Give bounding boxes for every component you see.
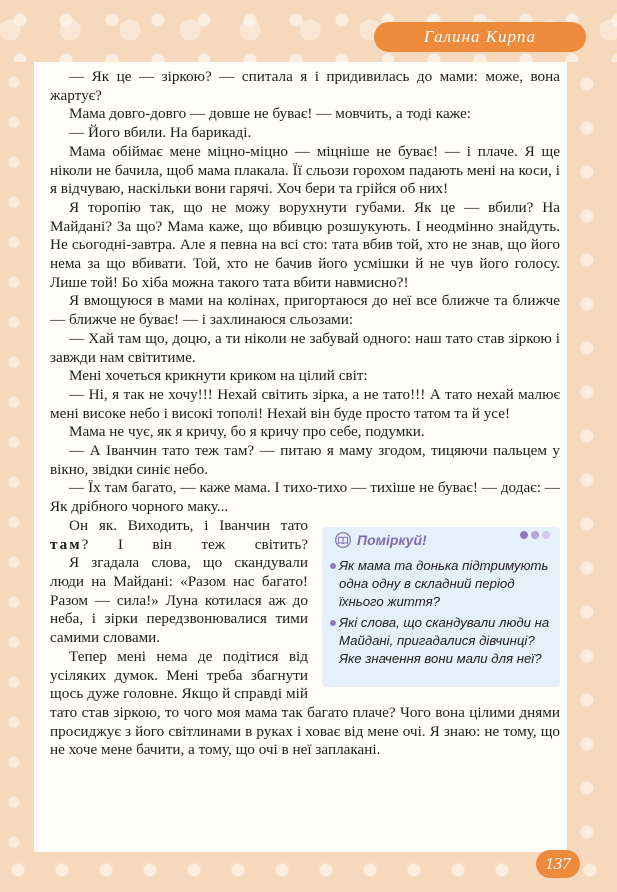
paragraph: Тепер мені нема де подітися від усіляких думок. Мені треба збагнути щось дуже головне. Якщо й справді мій тато став зіркою, то чого моя мама так багато плаче? Чого вона цілими днями просиджує з його світлинами в руках і ховає від мене очі. Я знаю: не тому, що не хоче мене бачити, а тому, що очі в неї заплакані. <box>50 647 560 759</box>
story-text <box>50 68 560 760</box>
paragraph: — А Іванчин тато теж там? — питаю я маму згодом, тицяючи пальцем у вікно, звідки синіє небо. <box>50 442 560 478</box>
paragraph: Я вмощуюся в мами на колінах, пригортаюся до неї все ближче та ближче — ближче не буває! — і захлинаюся сльозами: <box>50 292 560 329</box>
paragraph: Мама не чує, як я кричу, бо я кричу про себе, подумки. <box>69 423 425 441</box>
page-number: 137 <box>536 850 580 878</box>
paragraph: Мені хочеться крикнути криком на цілий світ: <box>69 367 368 385</box>
think-box <box>322 527 560 687</box>
question-item: Як мама та донька підтримують одна одну в складний період їхнього життя? <box>330 557 556 611</box>
paragraph: Мама довго-довго — довше не буває! — мовчить, а тоді каже: <box>69 105 471 123</box>
paragraph: Я згадала слова, що скандували люди на Майдані: «Разом нас багато! Разом — сила!» Луна котилася аж до неба, і зірки передзвонювалися тими самими словами. <box>50 554 308 647</box>
emphasized-word: там <box>50 535 82 553</box>
open-book-icon <box>334 532 352 548</box>
paragraph: Он як. Виходить, і Іванчин тато там? І він теж світить? <box>50 516 308 553</box>
decorative-dots <box>520 531 550 539</box>
paragraph: — Хай там що, доцю, а ти ніколи не забувай одного: наш тато став зіркою і завжди нам світитиме. <box>50 329 560 366</box>
paragraph: — Ні, я так не хочу!!! Нехай світить зірка, а не тато!!! А тато нехай малює мені високе небо і високі тополі! Нехай він буде просто татом та й усе! <box>50 385 560 422</box>
think-box-title: Поміркуй! <box>357 531 427 548</box>
paragraph: Мама обіймає мене міцно-міцно — міцніше не буває! — і плаче. Я ще ніколи не бачила, щоб мама плакала. Її сльози горохом падають мені на коси, і я відчуваю, наскільки вони гарячі. Хоч бери та грійся об них! <box>50 142 560 198</box>
question-list <box>330 557 556 671</box>
decorative-frame-left <box>0 62 34 852</box>
paragraph: Я торопію так, що не можу ворухнути губами. Як це — вбили? На Майдані? За що? Мама каже, що вбивцю розшукують. І неодмінно знайдуть. Не сьогодні-завтра. Але я певна на всі сто: тата вбив той, хто не знав, що його нема за що вбивати. Той, хто не бачив його усмішки й не чув його голосу. Лише той! Бо хіба можна такого тата вбити навмисно?! <box>50 198 560 291</box>
paragraph: — Їх там багато, — каже мама. І тихо-тихо — тихіше не буває! — додає: — Як дрібного чорного маку... <box>50 479 560 516</box>
paragraph: — Його вбили. На барикаді. <box>69 124 252 142</box>
think-box-header <box>322 527 560 553</box>
author-name-tab: Галина Кирпа <box>374 22 586 52</box>
paragraph: — Як це — зіркою? — спитала я і придивилась до мами: може, вона жартує? <box>50 68 560 104</box>
decorative-frame-right <box>567 62 617 852</box>
question-item: Які слова, що скандували люди на Майдані, пригадалися дівчинці? Яке значення вони мали для неї? <box>330 614 556 668</box>
decorative-frame-bottom <box>0 852 617 892</box>
